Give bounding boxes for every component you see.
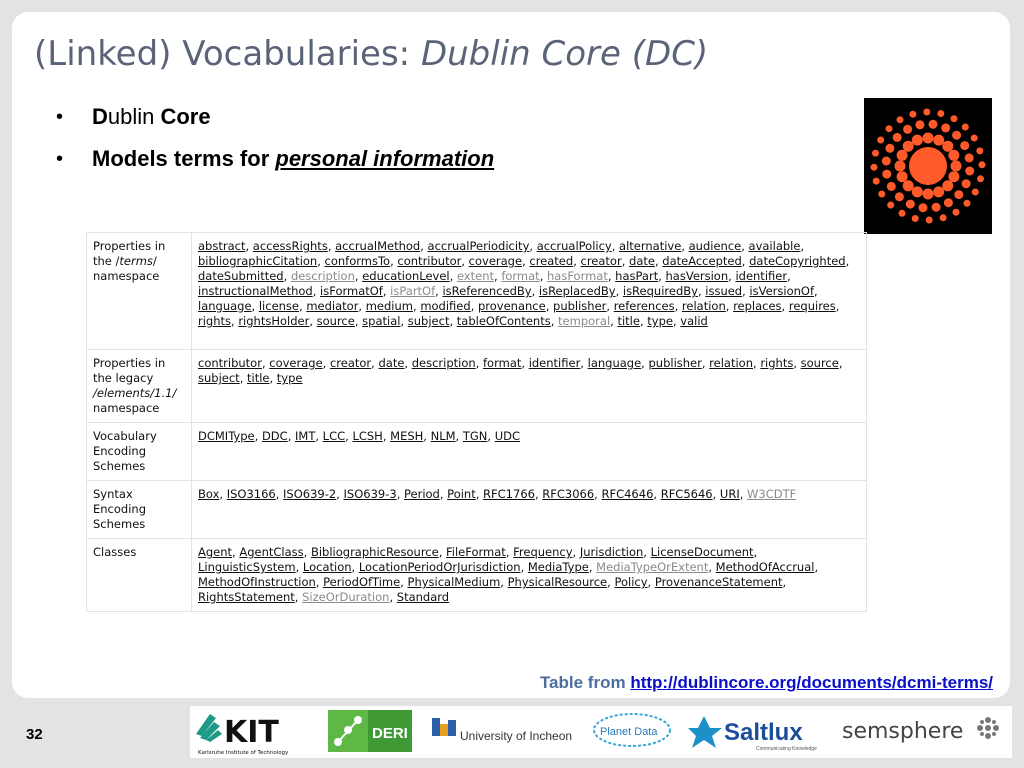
table-row xyxy=(87,423,867,481)
term-link[interactable]: ISO639-2 xyxy=(283,487,337,501)
bullet-dot: • xyxy=(56,148,64,170)
term-link[interactable]: LinguisticSystem xyxy=(198,560,296,574)
term-link[interactable]: created xyxy=(529,254,574,268)
term-link[interactable]: modified xyxy=(420,299,471,313)
term-link[interactable]: DDC xyxy=(261,429,288,443)
dc-logo-dot xyxy=(906,200,915,209)
term-link[interactable]: instructionalMethod xyxy=(198,284,313,298)
term-link[interactable]: LCC xyxy=(322,429,346,443)
term-link[interactable]: date xyxy=(378,356,405,370)
term-link[interactable]: medium xyxy=(365,299,413,313)
term-link[interactable]: description xyxy=(290,269,355,283)
dublin-core-logo xyxy=(864,98,992,234)
bullet-dot: • xyxy=(56,106,64,128)
partner-logos xyxy=(190,706,1012,758)
dc-logo-dot xyxy=(882,170,891,179)
dc-logo-dot xyxy=(882,157,891,166)
term-link[interactable]: publisher xyxy=(648,356,702,370)
term-link[interactable]: Policy xyxy=(614,575,648,589)
term-link[interactable]: PhysicalResource xyxy=(507,575,608,589)
term-link[interactable]: rights xyxy=(198,314,232,328)
term-link[interactable]: AgentClass xyxy=(239,545,304,559)
term-link[interactable]: MethodOfAccrual xyxy=(715,560,815,574)
dc-logo-dot xyxy=(915,120,924,129)
dc-logo-dot xyxy=(940,214,947,221)
dc-logo-dot xyxy=(873,178,880,185)
row-terms-legacy-elements: contributor, coverage, creator, date, description, format, identifier, language, publisher, relation, rights, source, subject, title, type xyxy=(192,350,867,423)
term-link[interactable]: replaces xyxy=(733,299,782,313)
personal-information-link[interactable]: personal information xyxy=(275,146,495,171)
slide-title-main: (Linked) Vocabularies: xyxy=(34,34,421,74)
dc-logo-dot xyxy=(899,210,906,217)
dc-logo-dot xyxy=(912,215,919,222)
term-link[interactable]: publisher xyxy=(553,299,607,313)
term-link[interactable]: language xyxy=(198,299,252,313)
dc-logo-dot xyxy=(965,153,974,162)
term-link[interactable]: language xyxy=(587,356,642,370)
term-link[interactable]: temporal xyxy=(558,314,611,328)
dc-logo-dot xyxy=(923,133,934,144)
term-link[interactable]: source xyxy=(800,356,839,370)
table-row xyxy=(87,539,867,612)
term-link[interactable]: LCSH xyxy=(352,429,383,443)
dc-logo-dot xyxy=(952,131,961,140)
dc-logo-dot xyxy=(903,180,914,191)
table-row xyxy=(87,481,867,539)
term-link[interactable]: Jurisdiction xyxy=(579,545,644,559)
term-link[interactable]: RFC5646 xyxy=(660,487,713,501)
term-link[interactable]: isVersionOf xyxy=(749,284,814,298)
table-row xyxy=(87,233,867,350)
dc-logo-dot xyxy=(872,150,879,157)
kit-logo xyxy=(190,706,312,758)
dc-logo-dot xyxy=(877,137,884,144)
dc-logo-dot xyxy=(933,135,944,146)
term-link[interactable]: SizeOrDuration xyxy=(302,590,390,604)
term-link[interactable]: type xyxy=(647,314,673,328)
term-link[interactable]: isRequiredBy xyxy=(622,284,698,298)
planetdata-text: Planet Data xyxy=(600,726,658,738)
term-link[interactable]: LocationPeriodOrJurisdiction xyxy=(358,560,521,574)
term-link[interactable]: issued xyxy=(705,284,743,298)
row-label-syntax-encoding-schemes: Syntax Encoding Schemes xyxy=(87,481,192,539)
dc-logo-dot xyxy=(964,200,971,207)
term-link[interactable]: extent xyxy=(456,269,494,283)
term-link[interactable]: coverage xyxy=(269,356,323,370)
dc-logo-dot xyxy=(977,175,984,182)
dc-logo-dot xyxy=(929,120,938,129)
term-link[interactable]: hasFormat xyxy=(547,269,608,283)
dc-logo-dot xyxy=(979,161,986,168)
incheon-logo xyxy=(426,706,584,758)
term-link[interactable]: accrualPeriodicity xyxy=(427,239,530,253)
kit-subtitle: Karlsruhe Institute of Technology xyxy=(198,750,289,756)
term-link[interactable]: provenance xyxy=(477,299,546,313)
term-link[interactable]: RFC3066 xyxy=(542,487,595,501)
term-link[interactable]: contributor xyxy=(198,356,262,370)
term-link[interactable]: title xyxy=(247,371,270,385)
dc-logo-dot xyxy=(948,171,959,182)
dc-logo-dot xyxy=(948,150,959,161)
deri-mark: DERI xyxy=(372,725,408,742)
dc-logo-dot xyxy=(926,217,933,224)
term-link[interactable]: RFC1766 xyxy=(483,487,535,501)
term-link[interactable]: subject xyxy=(407,314,450,328)
term-link[interactable]: creator xyxy=(329,356,372,370)
saltlux-subtitle: Communicating Knowledge xyxy=(756,746,817,752)
dc-logo-dot xyxy=(897,150,908,161)
dcmi-terms-table xyxy=(86,232,867,612)
term-link[interactable]: creator xyxy=(580,254,622,268)
term-link[interactable]: IMT xyxy=(295,429,316,443)
term-link[interactable]: rights xyxy=(760,356,794,370)
dc-logo-dot xyxy=(971,135,978,142)
row-terms-syntax-encoding-schemes: Box, ISO3166, ISO639-2, ISO639-3, Period, Point, RFC1766, RFC3066, RFC4646, RFC5646, URI, W3CDTF xyxy=(192,481,867,539)
term-link[interactable]: dateAccepted xyxy=(662,254,742,268)
term-link[interactable]: audience xyxy=(688,239,742,253)
term-link[interactable]: isFormatOf xyxy=(320,284,383,298)
dc-logo-dot xyxy=(976,147,983,154)
term-link[interactable]: MethodOfInstruction xyxy=(198,575,316,589)
term-link[interactable]: LicenseDocument xyxy=(650,545,754,559)
term-link[interactable]: dateSubmitted xyxy=(198,269,284,283)
term-link[interactable]: subject xyxy=(198,371,240,385)
dc-logo-dot xyxy=(893,133,902,142)
dc-logo-dot xyxy=(937,110,944,117)
table-caption: Table from http://dublincore.org/documents/dcmi-terms/ xyxy=(539,673,993,692)
dc-logo-dot xyxy=(960,141,969,150)
term-link[interactable]: hasVersion xyxy=(665,269,729,283)
term-link[interactable]: Location xyxy=(302,560,352,574)
term-link[interactable]: alternative xyxy=(619,239,682,253)
term-link[interactable]: requires xyxy=(788,299,836,313)
term-link[interactable]: Point xyxy=(447,487,476,501)
dc-logo-dot xyxy=(951,115,958,122)
term-link[interactable]: source xyxy=(316,314,355,328)
bullet-list xyxy=(56,104,494,188)
dc-logo-dot xyxy=(923,109,930,116)
term-link[interactable]: spatial xyxy=(362,314,401,328)
term-link[interactable]: accessRights xyxy=(252,239,328,253)
row-label-classes: Classes xyxy=(87,539,192,612)
dc-logo-dot xyxy=(944,198,953,207)
term-link[interactable]: coverage xyxy=(468,254,523,268)
dc-logo-dot xyxy=(897,116,904,123)
term-link[interactable]: PeriodOfTime xyxy=(323,575,401,589)
dc-logo-dot xyxy=(887,182,896,191)
dc-logo-dot xyxy=(919,203,928,212)
dc-logo-dot xyxy=(886,125,893,132)
term-link[interactable]: conformsTo xyxy=(324,254,391,268)
dc-logo-dot xyxy=(895,192,904,201)
term-link[interactable]: W3CDTF xyxy=(747,487,797,501)
term-link[interactable]: MESH xyxy=(390,429,424,443)
dc-logo-dot xyxy=(941,123,950,132)
dc-logo-dot xyxy=(954,190,963,199)
slide-title xyxy=(34,34,708,74)
row-terms-vocabulary-encoding-schemes: DCMIType, DDC, IMT, LCC, LCSH, MESH, NLM, TGN, UDC xyxy=(192,423,867,481)
term-link[interactable]: URI xyxy=(719,487,740,501)
kit-mark: KIT xyxy=(224,715,279,750)
deri-logo xyxy=(326,706,414,758)
semsphere-text: semsphere xyxy=(842,719,964,744)
term-link[interactable]: identifier xyxy=(735,269,788,283)
term-link[interactable]: accrualMethod xyxy=(335,239,421,253)
term-link[interactable]: relation xyxy=(681,299,726,313)
term-link[interactable]: Period xyxy=(404,487,440,501)
term-link[interactable]: ProvenanceStatement xyxy=(654,575,783,589)
row-terms-classes: Agent, AgentClass, BibliographicResource, FileFormat, Frequency, Jurisdiction, LicenseDocument, LinguisticSystem, Location, LocationPeriodOrJurisdiction, MediaType, MediaTypeOrExtent, MethodOfAccrual, MethodOfInstruction, PeriodOfTime, PhysicalMedium, PhysicalResource, Policy, ProvenanceStatement, RightsStatement, SizeOrDuration, Standard xyxy=(192,539,867,612)
term-link[interactable]: Box xyxy=(198,487,220,501)
table-row xyxy=(87,350,867,423)
term-link[interactable]: RFC4646 xyxy=(601,487,654,501)
dc-logo-dot xyxy=(962,179,971,188)
term-link[interactable]: educationLevel xyxy=(362,269,450,283)
planetdata-logo xyxy=(590,706,676,758)
dc-logo-dot xyxy=(878,191,885,198)
term-link[interactable]: isReferencedBy xyxy=(442,284,532,298)
semsphere-logo xyxy=(838,706,1008,758)
term-link[interactable]: BibliographicResource xyxy=(310,545,439,559)
page-number: 32 xyxy=(26,726,43,743)
dc-logo-dot xyxy=(942,141,953,152)
dc-logo-dot xyxy=(923,189,934,200)
term-link[interactable]: abstract xyxy=(198,239,246,253)
term-link[interactable]: identifier xyxy=(528,356,581,370)
term-link[interactable]: rightsHolder xyxy=(238,314,310,328)
term-link[interactable]: references xyxy=(613,299,675,313)
term-link[interactable]: title xyxy=(617,314,640,328)
dc-logo-dot xyxy=(885,144,894,153)
term-link[interactable]: ISO3166 xyxy=(226,487,276,501)
row-label-vocabulary-encoding-schemes: Vocabulary Encoding Schemes xyxy=(87,423,192,481)
term-link[interactable]: hasPart xyxy=(615,269,659,283)
term-link[interactable]: NLM xyxy=(430,429,456,443)
term-link[interactable]: FileFormat xyxy=(446,545,506,559)
term-link[interactable]: TGN xyxy=(462,429,488,443)
dc-logo-dot xyxy=(912,186,923,197)
term-link[interactable]: mediator xyxy=(306,299,359,313)
dc-logo-dot xyxy=(962,124,969,131)
dc-logo-dot xyxy=(965,167,974,176)
term-link[interactable]: ISO639-3 xyxy=(343,487,397,501)
slide-title-italic: Dublin Core (DC) xyxy=(420,34,709,74)
row-label-legacy-elements: Properties in the legacy /elements/1.1/ namespace xyxy=(87,350,192,423)
term-link[interactable]: relation xyxy=(709,356,753,370)
dc-logo-dot xyxy=(972,189,979,196)
row-label-terms-namespace: Properties in the /terms/ namespace xyxy=(87,233,192,350)
term-link[interactable]: license xyxy=(258,299,300,313)
term-link[interactable]: MediaType xyxy=(527,560,589,574)
dc-logo-dot xyxy=(895,161,906,172)
dc-logo-dot xyxy=(903,125,912,134)
term-link[interactable]: Standard xyxy=(396,590,450,604)
dc-logo-dot xyxy=(897,171,908,182)
dc-logo-dot xyxy=(871,164,878,171)
term-link[interactable]: accrualPolicy xyxy=(536,239,612,253)
dc-logo-dot xyxy=(942,180,953,191)
term-link[interactable]: DCMIType xyxy=(198,429,255,443)
bullet-dublin-core: • Dublin Core xyxy=(56,104,211,129)
dc-logo-dot xyxy=(887,202,894,209)
incheon-text: University of Incheon xyxy=(460,729,573,743)
term-link[interactable]: tableOfContents xyxy=(456,314,551,328)
term-link[interactable]: isPartOf xyxy=(390,284,436,298)
term-link[interactable]: dateCopyrighted xyxy=(749,254,846,268)
term-link[interactable]: isReplacedBy xyxy=(538,284,616,298)
term-link[interactable]: bibliographicCitation xyxy=(198,254,318,268)
dc-logo-dot xyxy=(953,209,960,216)
dc-logo-core xyxy=(909,147,947,185)
term-link[interactable]: date xyxy=(629,254,655,268)
term-link[interactable]: contributor xyxy=(397,254,462,268)
dc-logo-dot xyxy=(932,203,941,212)
term-link[interactable]: available xyxy=(748,239,801,253)
dc-logo-dot xyxy=(933,186,944,197)
dc-logo-dot xyxy=(909,111,916,118)
term-link[interactable]: RightsStatement xyxy=(198,590,295,604)
term-link[interactable]: UDC xyxy=(494,429,521,443)
term-link[interactable]: format xyxy=(501,269,540,283)
term-link[interactable]: Agent xyxy=(198,545,233,559)
term-link[interactable]: valid xyxy=(680,314,708,328)
term-link[interactable]: PhysicalMedium xyxy=(407,575,501,589)
dc-logo-dot xyxy=(903,141,914,152)
term-link[interactable]: type xyxy=(276,371,303,385)
term-link[interactable]: MediaTypeOrExtent xyxy=(596,560,709,574)
bullet-models-terms: • Models terms for personal information xyxy=(56,146,495,171)
dcmi-terms-link[interactable]: http://dublincore.org/documents/dcmi-terms/ xyxy=(630,673,993,692)
saltlux-logo xyxy=(684,706,824,758)
dc-logo-dot xyxy=(951,161,962,172)
term-link[interactable]: format xyxy=(483,356,522,370)
dc-logo-dot xyxy=(912,135,923,146)
term-link[interactable]: Frequency xyxy=(513,545,573,559)
saltlux-text: Saltlux xyxy=(724,719,803,746)
term-link[interactable]: description xyxy=(411,356,476,370)
row-terms-terms-namespace: abstract, accessRights, accrualMethod, accrualPeriodicity, accrualPolicy, alternative, audience, available, bibliographicCitation, conformsTo, contributor, coverage, created, creator, date, dateAccepted, dateCopyrighted, dateSubmitted, description, educationLevel, extent, format, hasFormat, hasPart, hasVersion, identifier, instructionalMethod, isFormatOf, isPartOf, isReferencedBy, isReplacedBy, isRequiredBy, issued, isVersionOf, language, license, mediator, medium, modified, provenance, publisher, references, relation, replaces, requires, rights, rightsHolder, source, spatial, subject, tableOfContents, temporal, title, type, valid xyxy=(192,233,867,350)
